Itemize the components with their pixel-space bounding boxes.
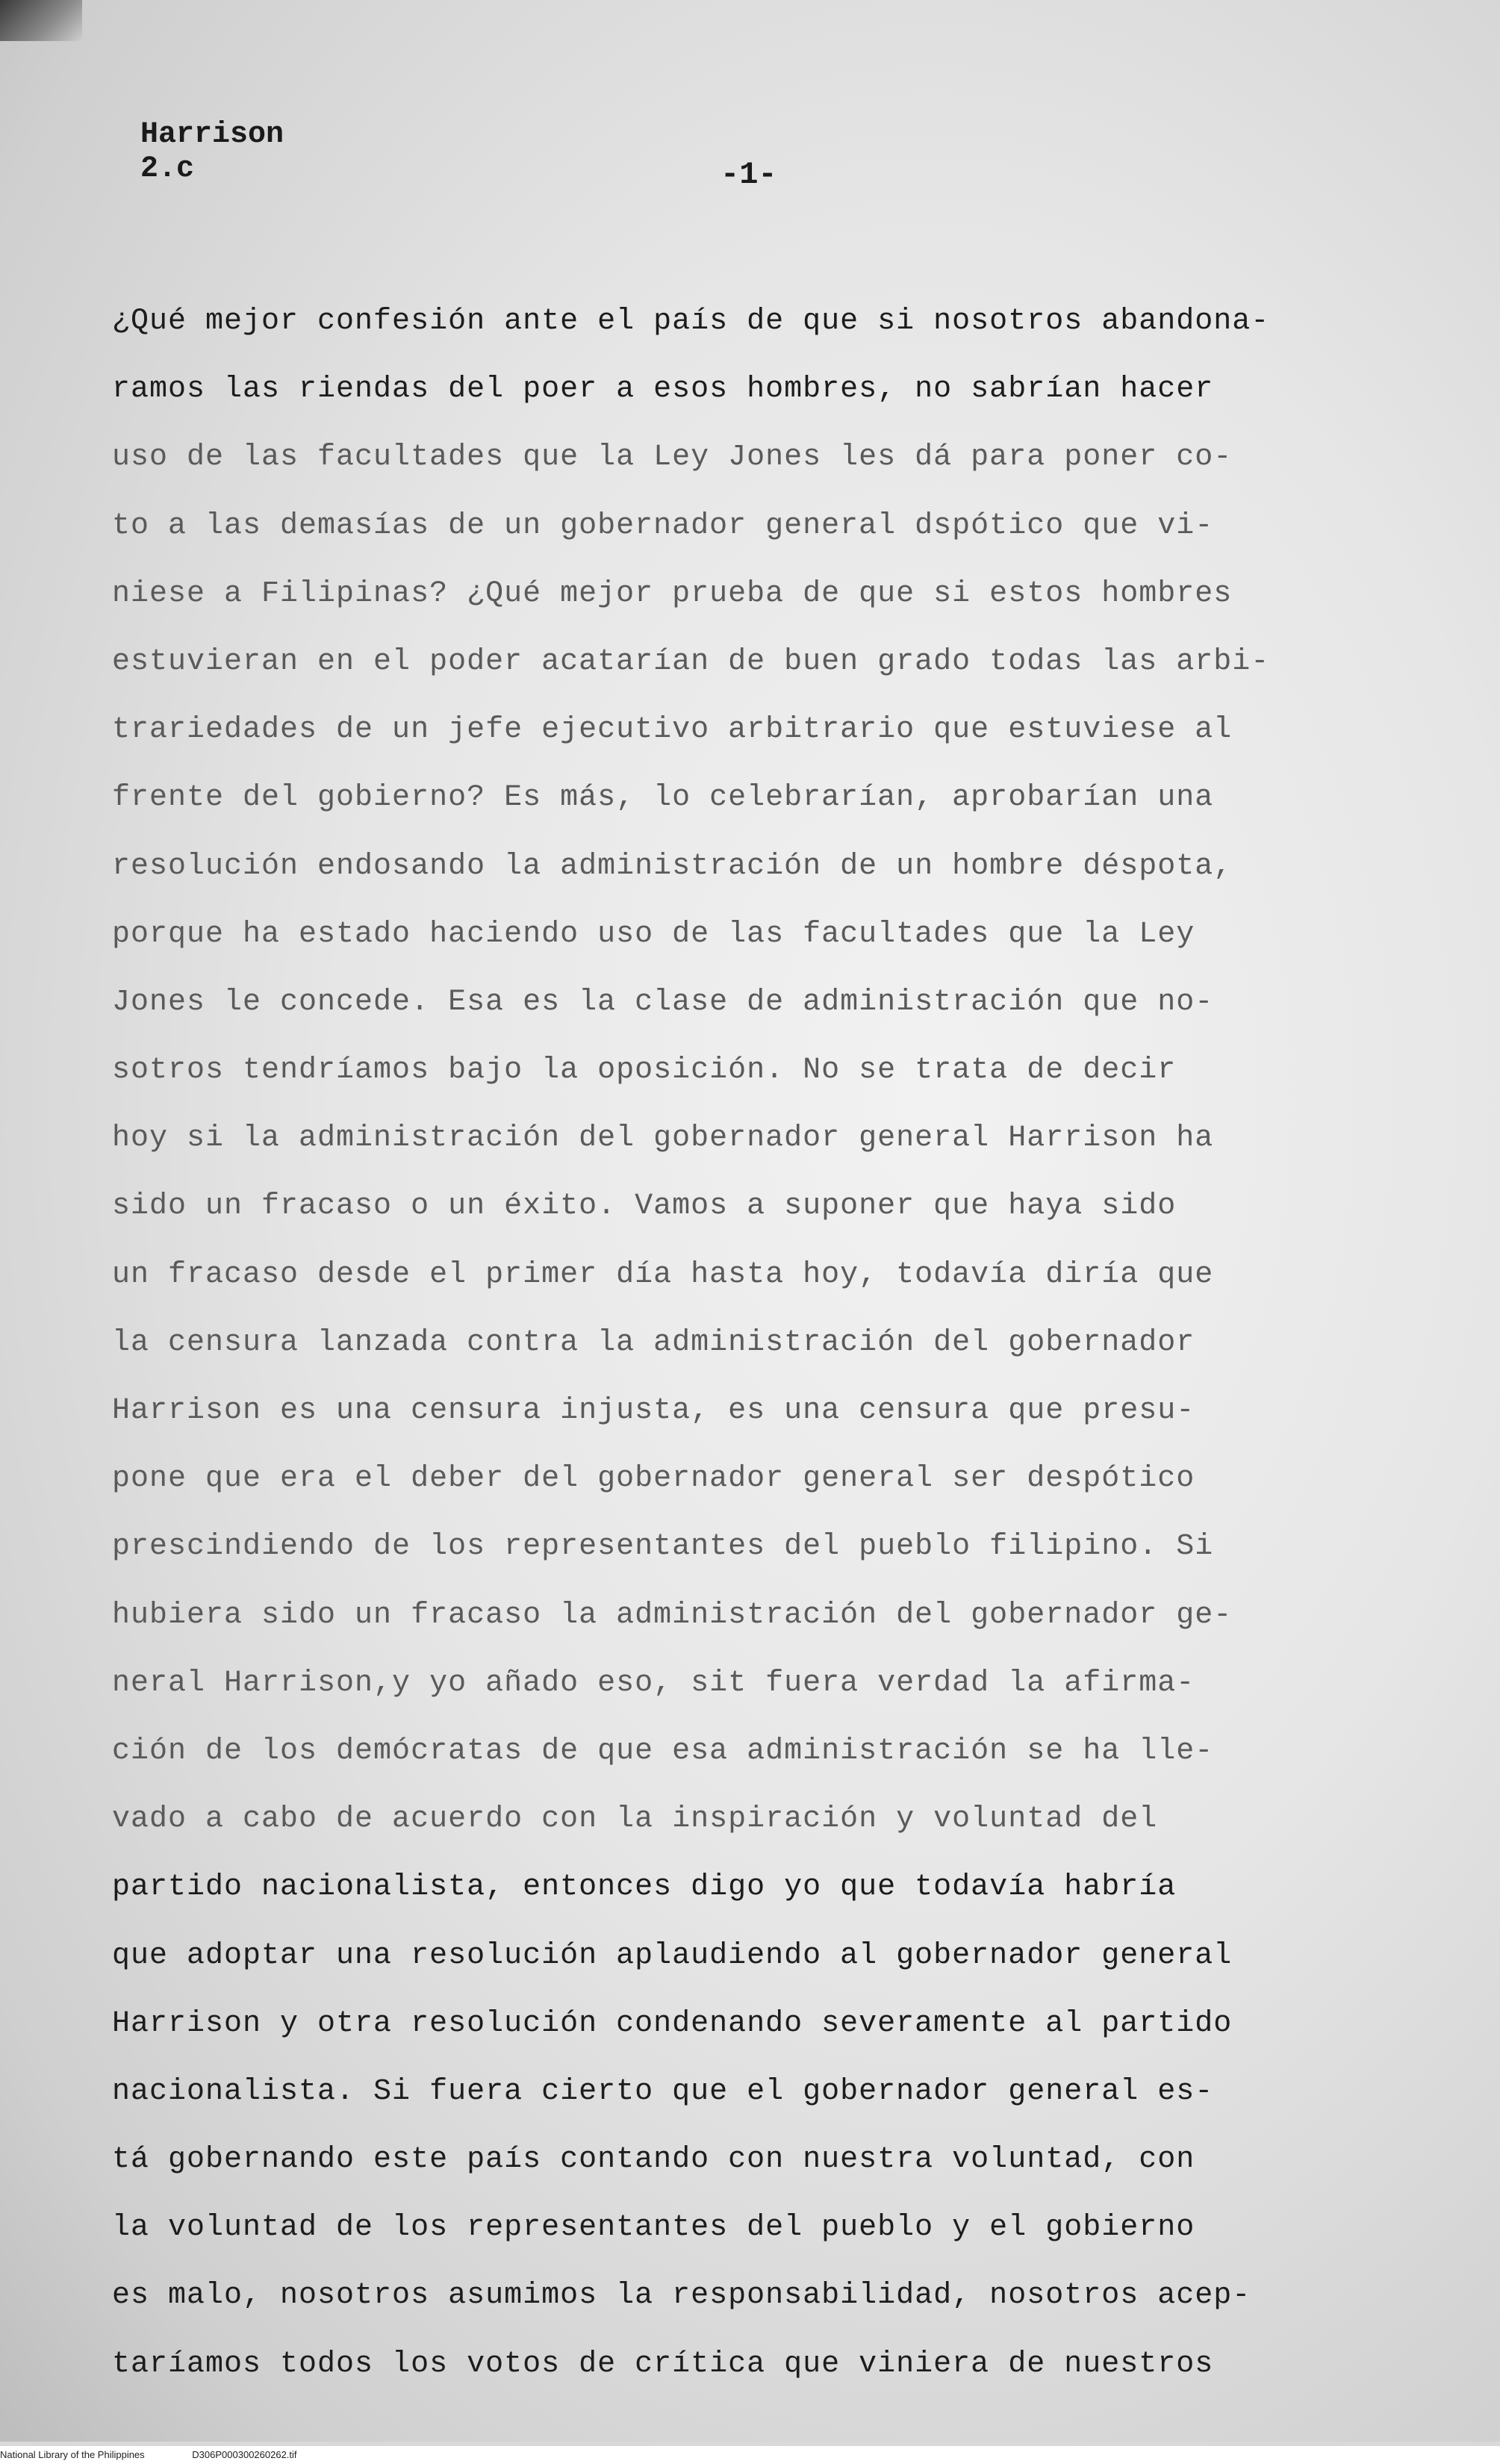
footer-source: National Library of the Philippines — [0, 2449, 145, 2460]
header-name: Harrison — [140, 118, 284, 152]
footer-filename: D306P000300260262.tif — [192, 2449, 297, 2460]
page-number: -1- — [721, 157, 777, 193]
body-line: Harrison y otra resolución condenando severamente al partido — [112, 2006, 1233, 2041]
body-line: la censura lanzada contra la administración del gobernador — [112, 1325, 1195, 1360]
body-line: resolución endosando la administración de un hombre déspota, — [112, 849, 1233, 883]
body-line: vado a cabo de acuerdo con la inspiración y voluntad del — [112, 1802, 1158, 1837]
page-corner-shadow — [0, 0, 82, 41]
body-line: es malo, nosotros asumimos la responsabilidad, nosotros acep- — [112, 2279, 1251, 2313]
scan-footer — [0, 2446, 1500, 2464]
body-line: ¿Qué mejor confesión ante el país de que si nosotros abandona- — [112, 305, 1270, 338]
body-line: la voluntad de los representantes del pueblo y el gobierno — [112, 2211, 1195, 2245]
body-line: uso de las facultades que la Ley Jones les dá para poner co- — [112, 441, 1233, 475]
body-line: ramos las riendas del poer a esos hombres, no sabrían hacer — [112, 373, 1214, 407]
body-line: tá gobernando este país contando con nuestra voluntad, con — [112, 2143, 1195, 2177]
body-line: taríamos todos los votos de crítica que viniera de nuestros — [112, 2347, 1214, 2381]
body-line: un fracaso desde el primer día hasta hoy, todavía diría que — [112, 1257, 1214, 1292]
header-code: 2.c — [140, 152, 195, 186]
body-line: frente del gobierno? Es más, lo celebrarían, aprobarían una — [112, 781, 1214, 815]
body-line: nacionalista. Si fuera cierto que el gobernador general es- — [112, 2074, 1214, 2109]
body-line: niese a Filipinas? ¿Qué mejor prueba de que si estos hombres — [112, 576, 1233, 611]
body-line: Jones le concede. Esa es la clase de administración que no- — [112, 985, 1214, 1019]
body-line: hoy si la administración del gobernador general Harrison ha — [112, 1121, 1214, 1156]
body-line: pone que era el deber del gobernador general ser despótico — [112, 1462, 1195, 1496]
body-line: ción de los demócratas de que esa administración se ha lle- — [112, 1734, 1214, 1768]
body-line: Harrison es una censura injusta, es una censura que presu- — [112, 1394, 1195, 1428]
body-line: to a las demasías de un gobernador general dspótico que vi- — [112, 508, 1214, 543]
body-line: porque ha estado haciendo uso de las facultades que la Ley — [112, 917, 1195, 951]
document-header — [140, 118, 284, 187]
body-line: sotros tendríamos bajo la oposición. No se trata de decir — [112, 1054, 1177, 1088]
body-line: que adoptar una resolución aplaudiendo al gobernador general — [112, 1938, 1233, 1973]
body-line: sido un fracaso o un éxito. Vamos a suponer que haya sido — [112, 1189, 1177, 1224]
body-line: partido nacionalista, entonces digo yo que todavía habría — [112, 1870, 1177, 1905]
body-line: prescindiendo de los representantes del pueblo filipino. Si — [112, 1530, 1214, 1564]
body-line: estuvieran en el poder acatarían de buen grado todas las arbi- — [112, 644, 1270, 679]
body-line: hubiera sido un fracaso la administración del gobernador ge- — [112, 1598, 1233, 1632]
body-line: neral Harrison,y yo añado eso, sit fuera verdad la afirma- — [112, 1666, 1195, 1700]
body-line: trariedades de un jefe ejecutivo arbitrario que estuviese al — [112, 713, 1233, 747]
document-body — [112, 287, 1441, 2398]
